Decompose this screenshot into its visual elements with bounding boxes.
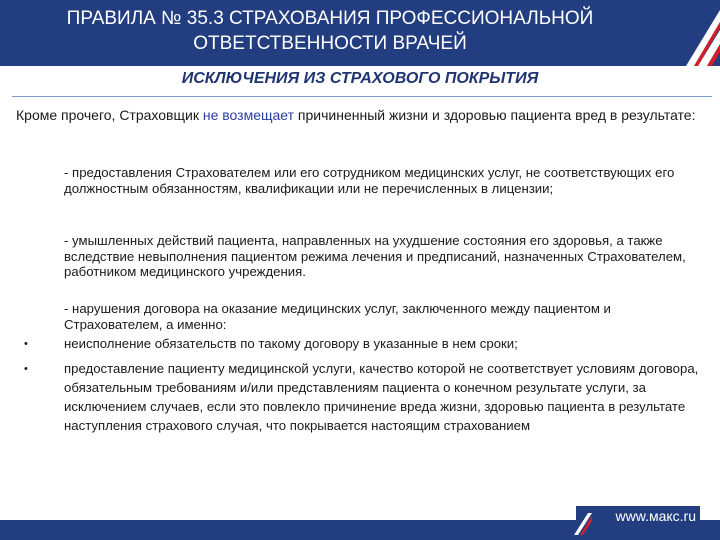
- footer-url: www.макс.ru: [576, 506, 700, 526]
- exclusion-subitem-1: неисполнение обязательств по такому договору в указанные в нем сроки;: [64, 336, 518, 351]
- bullet-2: •: [24, 363, 28, 375]
- divider: [12, 96, 712, 97]
- page-title-line-1: ПРАВИЛА № 35.3 СТРАХОВАНИЯ ПРОФЕССИОНАЛЬНОЙ: [66, 8, 594, 29]
- exclusion-subitem-2: предоставление пациенту медицинской услуги, качество которой не соответствует условиям договора, обязательным требованиям и/или представлениям пациента о конечном результате услуги, за исключением случаев, если это повлекло причинение вреда жизни, здоровью пациента в результате наступления страхового случая, что покрывается настоящим страхованием: [64, 361, 699, 433]
- bullet-1: •: [24, 338, 28, 350]
- page-title-line-2: ОТВЕТСТВЕННОСТИ ВРАЧЕЙ: [193, 33, 467, 54]
- page-title: [20, 6, 640, 56]
- footer-stripes-logo: [556, 513, 592, 535]
- brand-stripes-logo: [640, 0, 720, 66]
- intro-paragraph: [16, 106, 706, 125]
- section-subtitle: ИСКЛЮЧЕНИЯ ИЗ СТРАХОВОГО ПОКРЫТИЯ: [181, 70, 539, 87]
- exclusion-item-1: - предоставления Страхователем или его сотрудником медицинских услуг, не соответствующих его должностным обязанностям, квалификации или не перечисленных в лицензии;: [64, 165, 675, 196]
- intro-highlight: не возмещает: [202, 107, 295, 123]
- exclusion-item-2: - умышленных действий пациента, направленных на ухудшение состояния его здоровья, а также вследствие невыполнения пациентом режима лечения и предписаний, назначенных Страхователем, работником медицинского учреждения.: [64, 233, 686, 279]
- header-bar: [0, 0, 720, 66]
- intro-text-start: Кроме прочего, Страховщик: [16, 107, 203, 123]
- exclusion-item-3: - нарушения договора на оказание медицинских услуг, заключенного между пациентом и Страхователем, а именно:: [64, 301, 611, 332]
- intro-text-end: причиненный жизни и здоровью пациента вред в результате:: [294, 107, 696, 123]
